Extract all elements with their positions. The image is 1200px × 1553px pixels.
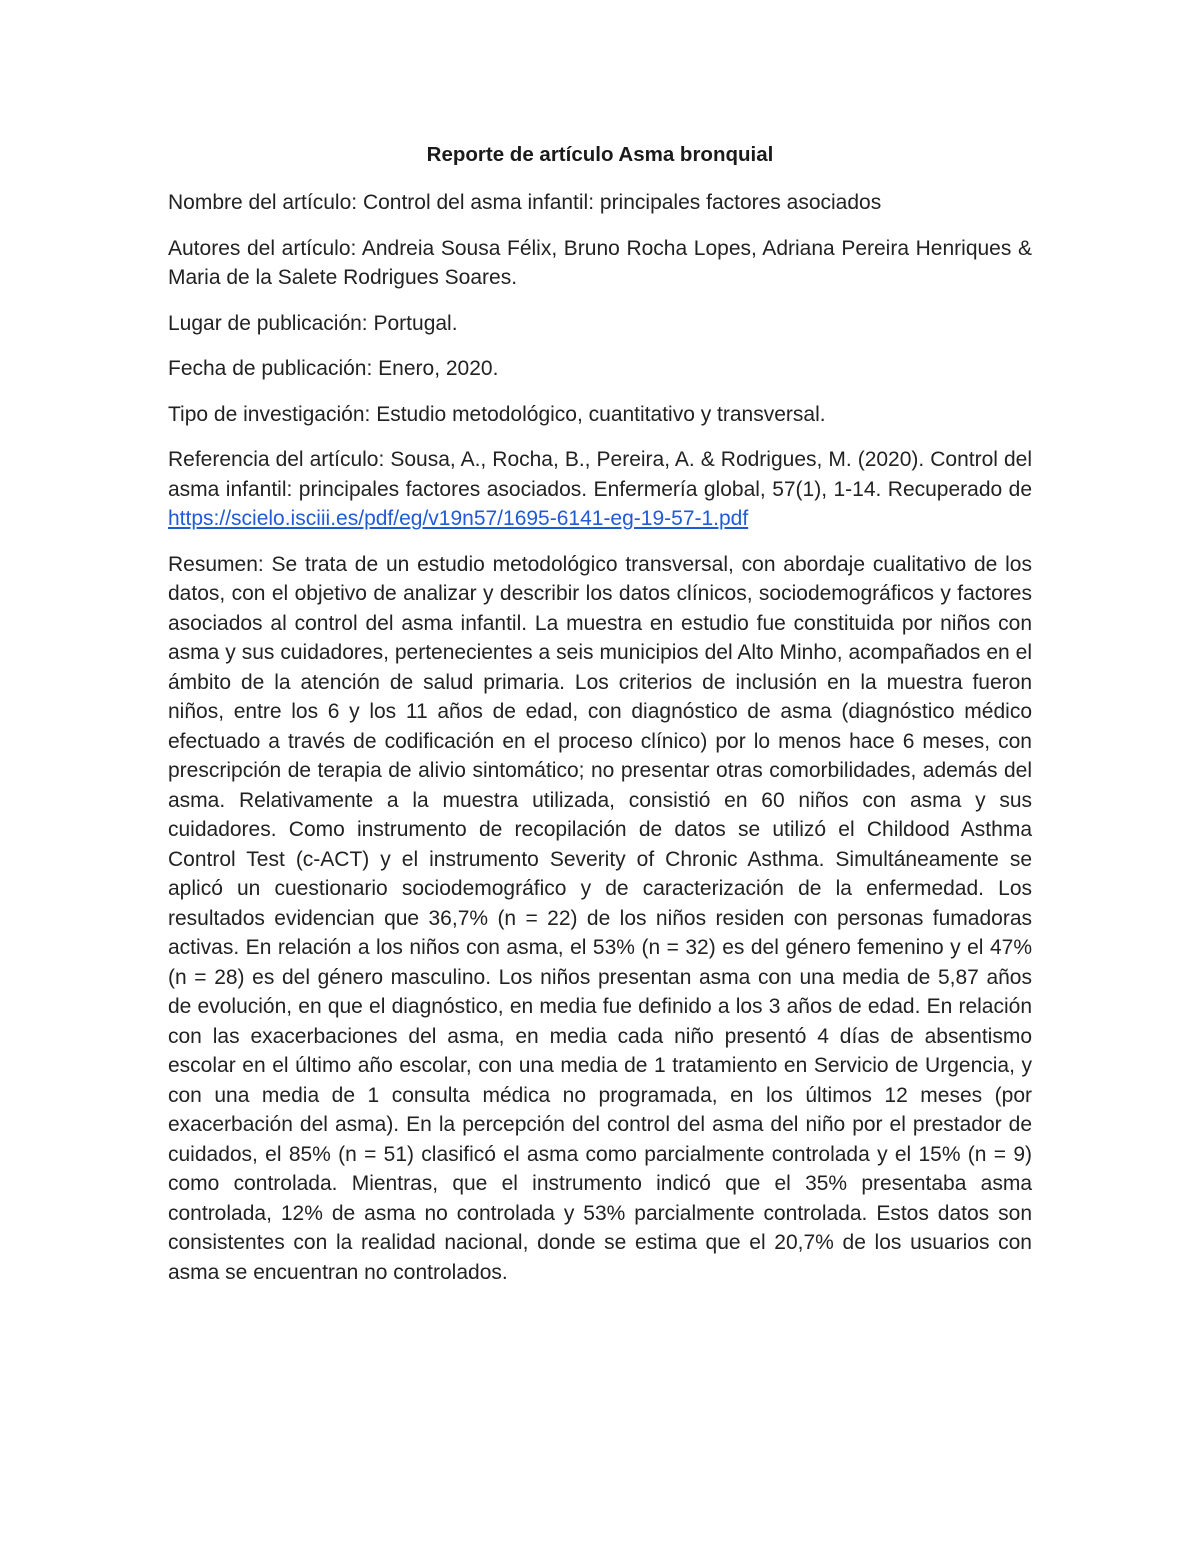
field-value: Estudio metodológico, cuantitativo y transversal. [376,402,826,426]
reference-link[interactable]: https://scielo.isciii.es/pdf/eg/v19n57/1695-6141-eg-19-57-1.pdf [168,507,749,530]
field-label: Autores del artículo: [168,236,357,260]
field-article-name [168,188,1032,218]
field-reference [168,445,1032,534]
reference-text: Sousa, A., Rocha, B., Pereira, A. & Rodrigues, M. (2020). Control del asma infantil: principales factores asociados. Enfermería global, 57(1), 1-14. Recuperado de [168,448,1032,501]
summary-text: Se trata de un estudio metodológico transversal, con abordaje cualitativo de los datos, con el objetivo de analizar y describir los datos clínicos, sociodemográficos y factores asociados al control del asma infantil. La muestra en estudio fue constituida por niños con asma y sus cuidadores, pertenecientes a seis municipios del Alto Minho, acompañados en el ámbito de la atención de salud primaria. Los criterios de inclusión en la muestra fueron niños, entre los 6 y los 11 años de edad, con diagnóstico de asma (diagnóstico médico efectuado a través de codificación en el proceso clínico) por lo menos hace 6 meses, con prescripción de terapia de alivio sintomático; no presentar otras comorbilidades, además del asma. Relativamente a la muestra utilizada, consistió en 60 niños con asma y sus cuidadores. Como instrumento de recopilación de datos se utilizó el Childood Asthma Control Test (c-ACT) y el instrumento Severity of Chronic Asthma. Simultáneamente se aplicó un cuestionario sociodemográfico y de caracterización de la enfermedad. Los resultados evidencian que 36,7% (n = 22) de los niños residen con personas fumadoras activas. En relación a los niños con asma, el 53% (n = 32) es del género femenino y el 47% (n = 28) es del género masculino. Los niños presentan asma con una media de 5,87 años de evolución, en que el diagnóstico, en media fue definido a los 3 años de edad. En relación con las exacerbaciones del asma, en media cada niño presentó 4 días de absentismo escolar en el último año escolar, con una media de 1 tratamiento en Servicio de Urgencia, y con una media de 1 consulta médica no programada, en los últimos 12 meses (por exacerbación del asma). En la percepción del control del asma del niño por el prestador de cuidados, el 85% (n = 51) clasificó el asma como parcialmente controlada y el 15% (n = 9) como controlada. Mientras, que el instrumento indicó que el 35% presentaba asma controlada, 12% de asma no controlada y 53% parcialmente controlada. Estos datos son consistentes con la realidad nacional, donde se estima que el 20,7% de los usuarios con asma se encuentran no controlados. [168,552,1032,1284]
field-authors [168,234,1032,293]
field-value: Enero, 2020. [378,357,499,380]
field-value: Andreia Sousa Félix, Bruno Rocha Lopes, Adriana Pereira Henriques & Maria de la Salete Rodrigues Soares. [168,236,1032,289]
field-label: Lugar de publicación: [168,311,368,335]
field-label: Fecha de publicación: [168,357,373,380]
field-value: Control del asma infantil: principales factores asociados [362,191,882,214]
field-research-type [168,400,1032,430]
field-publication-place [168,309,1032,339]
summary-label: Resumen: [168,552,264,576]
reference-label: Referencia del artículo: [168,448,385,471]
document-title: Reporte de artículo Asma bronquial [426,143,774,166]
field-label: Nombre del artículo: [168,191,358,214]
field-summary [168,550,1032,1288]
field-value: Portugal. [373,311,458,335]
field-publication-date [168,354,1032,384]
field-label: Tipo de investigación: [168,402,371,426]
